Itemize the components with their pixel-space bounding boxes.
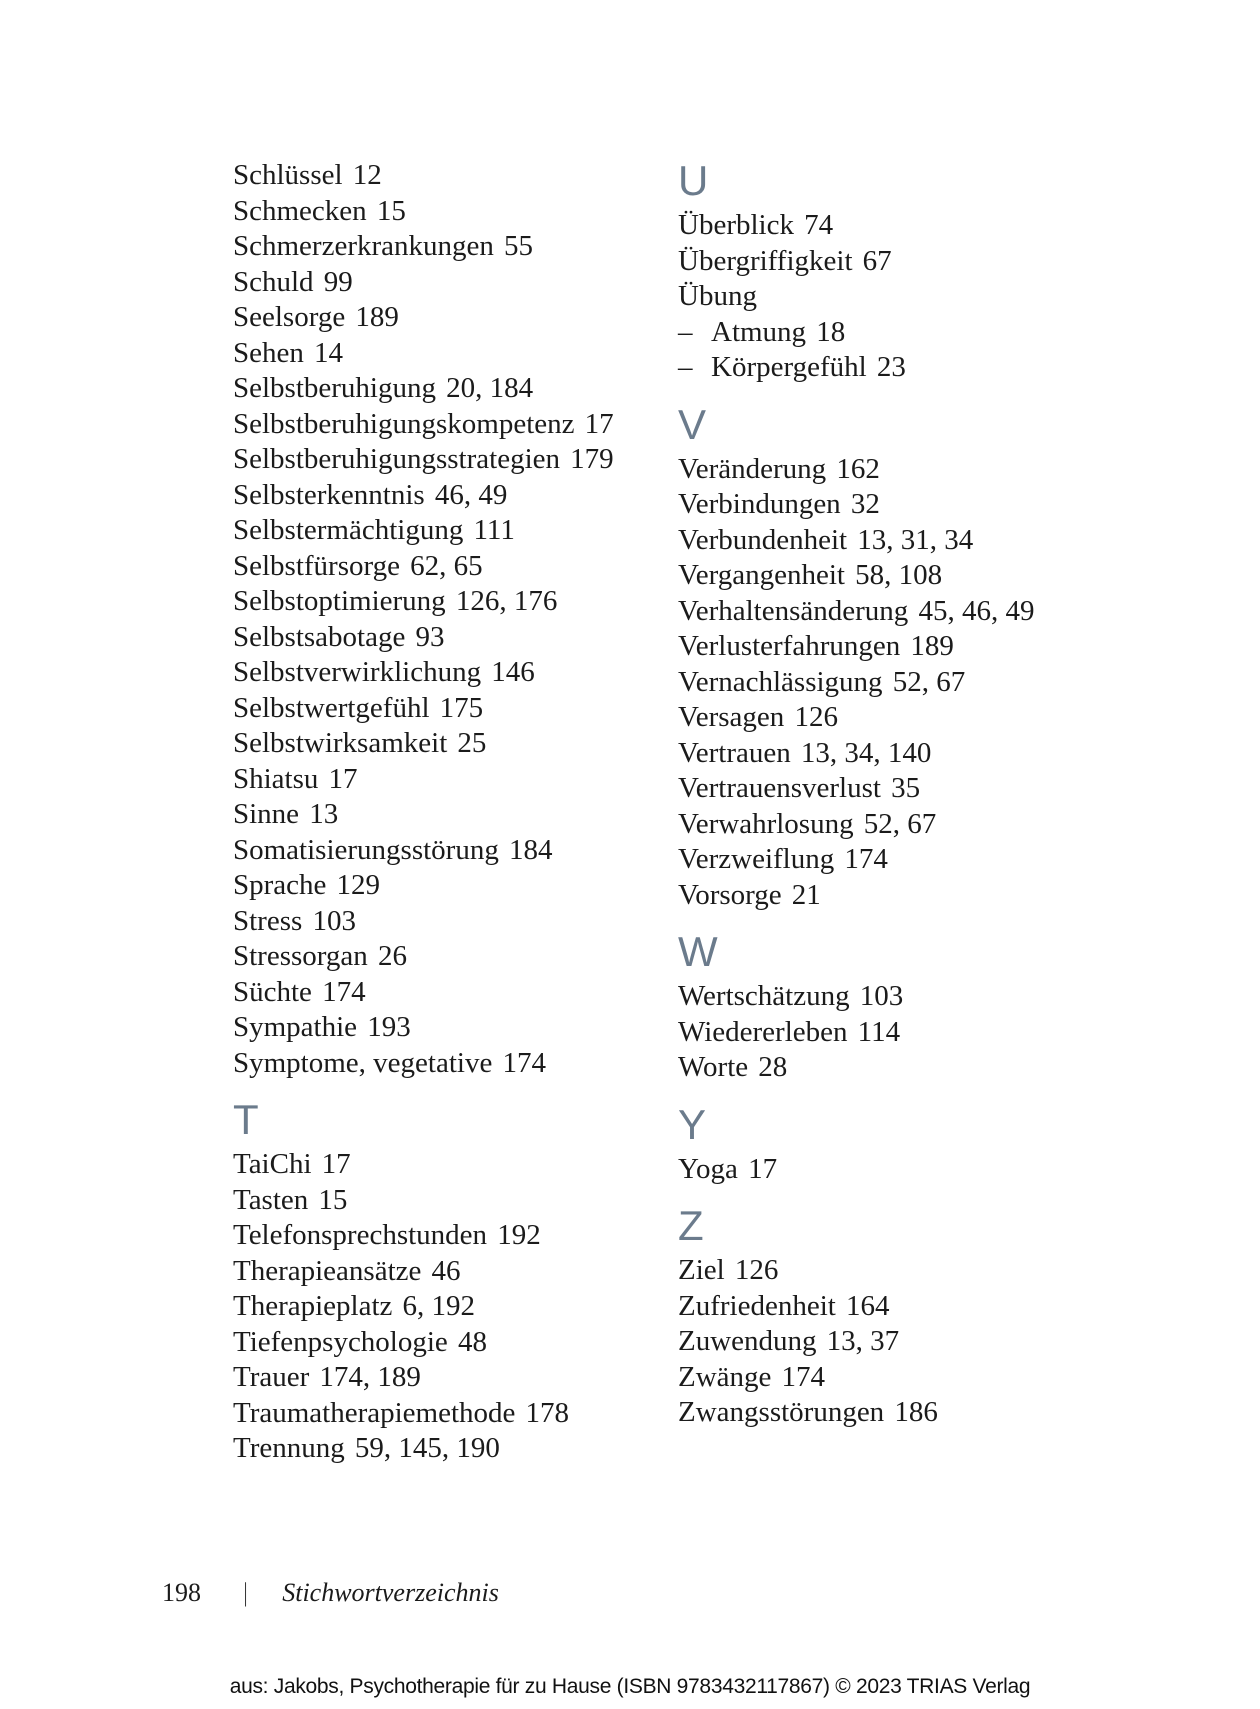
entry-term: Therapieansätze xyxy=(233,1254,422,1287)
entry-page-numbers: 129 xyxy=(336,869,381,901)
entry-list xyxy=(233,158,733,1081)
index-entry xyxy=(233,265,733,301)
index-entry xyxy=(678,1152,1178,1188)
entry-term: Wiedererleben xyxy=(678,1015,848,1048)
entry-list xyxy=(678,208,1178,386)
index-entry xyxy=(678,1324,1178,1360)
index-entry xyxy=(233,655,733,691)
entry-page-numbers: 192 xyxy=(497,1219,541,1251)
entry-page-numbers: 189 xyxy=(910,630,954,662)
entry-page-numbers: 18 xyxy=(816,315,846,348)
entry-page-numbers: 62, 65 xyxy=(410,549,483,582)
index-entry xyxy=(233,194,733,230)
index-section-continued xyxy=(233,158,733,1081)
index-entry xyxy=(233,833,733,869)
sub-entry-dash: – xyxy=(678,315,693,348)
entry-term: Selbstsabotage xyxy=(233,620,406,653)
entry-term: Seelsorge xyxy=(233,301,346,333)
footer-separator: | xyxy=(243,1578,248,1607)
entry-page-numbers: 193 xyxy=(367,1011,411,1043)
entry-term: Zuwendung xyxy=(678,1325,817,1357)
entry-page-numbers: 17 xyxy=(584,407,614,440)
index-entry xyxy=(678,487,1178,523)
entry-page-numbers: 12 xyxy=(352,159,382,191)
index-entry xyxy=(233,1218,733,1254)
entry-page-numbers: 146 xyxy=(491,656,535,688)
entry-page-numbers: 17 xyxy=(748,1152,778,1185)
entry-term: Vernachlässigung xyxy=(678,665,883,698)
index-entry xyxy=(678,279,1178,315)
entry-term: Somatisierungsstörung xyxy=(233,833,499,866)
entry-page-numbers: 179 xyxy=(570,443,614,475)
entry-page-numbers: 17 xyxy=(321,1148,351,1180)
index-entry xyxy=(233,1431,733,1467)
entry-term: Übung xyxy=(678,280,757,312)
entry-page-numbers: 114 xyxy=(857,1015,901,1048)
index-section-v xyxy=(678,402,1178,914)
index-entry xyxy=(233,797,733,833)
entry-page-numbers: 184 xyxy=(508,833,553,866)
entry-term: Ziel xyxy=(678,1254,725,1286)
section-letter: V xyxy=(678,400,707,448)
entry-page-numbers: 103 xyxy=(312,904,356,937)
entry-term: Selbstverwirklichung xyxy=(233,656,482,688)
entry-term: Selbstwertgefühl xyxy=(233,691,430,724)
index-subentry xyxy=(678,315,1178,351)
entry-page-numbers: 20, 184 xyxy=(446,372,534,404)
page-number: 198 xyxy=(162,1578,201,1607)
entry-page-numbers: 21 xyxy=(791,878,821,911)
entry-term: Schuld xyxy=(233,265,314,298)
index-entry xyxy=(678,1050,1178,1086)
entry-term: Zufriedenheit xyxy=(678,1289,836,1322)
entry-term: Selbstwirksamkeit xyxy=(233,727,448,759)
entry-page-numbers: 26 xyxy=(377,940,407,972)
entry-page-numbers: 74 xyxy=(804,209,834,241)
entry-term: Verhaltensänderung xyxy=(678,594,909,627)
entry-page-numbers: 126, 176 xyxy=(455,585,558,617)
footer-chapter-title: Stichwortverzeichnis xyxy=(282,1578,499,1607)
entry-page-numbers: 59, 145, 190 xyxy=(354,1432,500,1464)
entry-term: Verlusterfahrungen xyxy=(678,630,901,662)
entry-term: Atmung xyxy=(711,315,807,348)
entry-term: Verbindungen xyxy=(678,488,841,520)
index-entry xyxy=(233,336,733,372)
entry-term: Selbstfürsorge xyxy=(233,549,401,582)
entry-list xyxy=(678,1253,1178,1431)
copyright-line: aus: Jakobs, Psychotherapie für zu Hause (ISBN 9783432117867) © 2023 TRIAS Verlag xyxy=(229,1675,1031,1698)
entry-page-numbers: 174, 189 xyxy=(319,1361,421,1393)
entry-term: Selbstoptimierung xyxy=(233,585,446,617)
index-entry xyxy=(233,1254,733,1290)
entry-page-numbers: 25 xyxy=(457,727,487,759)
index-entry xyxy=(678,208,1178,244)
index-entry xyxy=(233,1289,733,1325)
entry-page-numbers: 175 xyxy=(439,691,484,724)
index-entry xyxy=(233,229,733,265)
entry-page-numbers: 174 xyxy=(322,975,366,1008)
index-entry xyxy=(678,594,1178,630)
entry-page-numbers: 126 xyxy=(734,1254,779,1286)
entry-term: Sprache xyxy=(233,869,327,901)
sub-entry-dash: – xyxy=(678,351,693,383)
index-entry xyxy=(678,771,1178,807)
entry-term: Schmecken xyxy=(233,194,367,227)
section-letter: W xyxy=(678,928,718,975)
entry-term: Yoga xyxy=(678,1152,738,1185)
entry-page-numbers: 48 xyxy=(457,1325,487,1358)
entry-term: Süchte xyxy=(233,975,312,1008)
entry-page-numbers: 45, 46, 49 xyxy=(918,594,1035,627)
entry-term: Worte xyxy=(678,1051,749,1083)
entry-term: Traumatherapiemethode xyxy=(233,1396,516,1429)
index-entry xyxy=(678,979,1178,1015)
index-entry xyxy=(678,842,1178,878)
entry-term: Übergriffigkeit xyxy=(678,244,853,277)
index-entry xyxy=(233,513,733,549)
entry-page-numbers: 99 xyxy=(323,265,353,298)
entry-term: Selbsterkenntnis xyxy=(233,478,425,511)
index-entry xyxy=(678,244,1178,280)
index-entry xyxy=(678,878,1178,914)
entry-term: Vergangenheit xyxy=(678,559,845,591)
index-entry xyxy=(678,452,1178,488)
index-entry xyxy=(678,558,1178,594)
entry-page-numbers: 15 xyxy=(318,1183,348,1216)
entry-term: Therapieplatz xyxy=(233,1290,393,1322)
index-subentry xyxy=(678,350,1178,386)
entry-term: Trennung xyxy=(233,1432,345,1464)
index-entry xyxy=(233,1360,733,1396)
entry-page-numbers: 13, 37 xyxy=(826,1325,900,1357)
index-entry xyxy=(233,1046,733,1082)
section-letter: U xyxy=(678,157,709,204)
entry-term: Shiatsu xyxy=(233,762,319,795)
entry-term: Telefonsprechstunden xyxy=(233,1219,488,1251)
entry-page-numbers: 52, 67 xyxy=(863,807,937,840)
entry-page-numbers: 174 xyxy=(502,1046,546,1079)
entry-page-numbers: 13 xyxy=(309,798,339,830)
entry-term: Sinne xyxy=(233,798,300,830)
index-column-left xyxy=(233,158,733,1467)
index-entry xyxy=(233,300,733,336)
index-entry xyxy=(233,975,733,1011)
index-entry xyxy=(233,1183,733,1219)
entry-term: Selbstermächtigung xyxy=(233,514,464,546)
index-entry xyxy=(233,1396,733,1432)
index-section-y xyxy=(678,1102,1178,1188)
entry-page-numbers: 14 xyxy=(314,336,344,369)
entry-term: Verwahrlosung xyxy=(678,807,854,840)
index-entry xyxy=(233,1325,733,1361)
index-entry xyxy=(233,762,733,798)
entry-list xyxy=(678,979,1178,1086)
index-entry xyxy=(233,407,733,443)
index-entry xyxy=(678,629,1178,665)
entry-page-numbers: 58, 108 xyxy=(855,559,943,591)
entry-page-numbers: 46, 49 xyxy=(434,478,508,511)
index-entry xyxy=(678,523,1178,559)
entry-term: Sehen xyxy=(233,336,304,369)
entry-term: Stressorgan xyxy=(233,940,368,972)
entry-list xyxy=(678,452,1178,914)
section-letter: Z xyxy=(678,1202,704,1249)
entry-term: Zwänge xyxy=(678,1360,772,1393)
entry-term: Zwangsstörungen xyxy=(678,1396,885,1428)
index-column-right xyxy=(678,158,1178,1431)
index-section-w xyxy=(678,929,1178,1086)
entry-term: Selbstberuhigungsstrategien xyxy=(233,443,561,475)
index-entry xyxy=(233,478,733,514)
index-entry xyxy=(233,691,733,727)
entry-term: Schmerzerkrankungen xyxy=(233,230,494,262)
entry-term: Überblick xyxy=(678,209,794,241)
index-entry xyxy=(678,736,1178,772)
index-entry xyxy=(233,620,733,656)
entry-term: Verzweiflung xyxy=(678,843,835,875)
index-entry xyxy=(233,442,733,478)
entry-term: Sympathie xyxy=(233,1011,358,1043)
entry-page-numbers: 93 xyxy=(415,620,445,653)
index-section-z xyxy=(678,1203,1178,1431)
entry-page-numbers: 46 xyxy=(431,1254,461,1287)
entry-page-numbers: 23 xyxy=(876,351,906,383)
entry-page-numbers: 162 xyxy=(836,452,880,485)
entry-term: Veränderung xyxy=(678,452,827,485)
entry-page-numbers: 189 xyxy=(355,301,399,333)
entry-page-numbers: 32 xyxy=(850,488,880,520)
entry-page-numbers: 174 xyxy=(844,843,888,875)
entry-page-numbers: 28 xyxy=(758,1051,788,1083)
entry-list xyxy=(678,1152,1178,1188)
entry-term: Schlüssel xyxy=(233,159,343,191)
entry-term: Symptome, vegetative xyxy=(233,1046,493,1079)
entry-term: Vertrauensverlust xyxy=(678,772,881,804)
index-entry xyxy=(233,584,733,620)
entry-list xyxy=(233,1147,733,1467)
entry-term: TaiChi xyxy=(233,1148,312,1180)
entry-page-numbers: 13, 34, 140 xyxy=(800,736,932,769)
index-section-u xyxy=(678,158,1178,386)
entry-page-numbers: 55 xyxy=(504,230,534,262)
entry-term: Trauer xyxy=(233,1361,310,1393)
index-entry xyxy=(678,1253,1178,1289)
entry-term: Tasten xyxy=(233,1183,309,1216)
entry-page-numbers: 6, 192 xyxy=(402,1290,476,1322)
index-entry xyxy=(678,807,1178,843)
entry-page-numbers: 103 xyxy=(859,980,904,1012)
entry-term: Stress xyxy=(233,904,303,937)
index-entry xyxy=(678,1395,1178,1431)
entry-page-numbers: 178 xyxy=(525,1396,570,1429)
entry-term: Körpergefühl xyxy=(711,351,867,383)
entry-term: Selbstberuhigungskompetenz xyxy=(233,407,575,440)
index-section-t xyxy=(233,1097,733,1467)
index-entry xyxy=(678,700,1178,736)
entry-term: Versagen xyxy=(678,701,785,733)
entry-term: Verbundenheit xyxy=(678,523,848,556)
index-entry xyxy=(233,1147,733,1183)
entry-term: Vorsorge xyxy=(678,878,782,911)
entry-page-numbers: 111 xyxy=(473,514,515,546)
index-entry xyxy=(233,549,733,585)
index-entry xyxy=(233,904,733,940)
entry-page-numbers: 35 xyxy=(891,772,921,804)
entry-page-numbers: 174 xyxy=(781,1360,826,1393)
index-entry xyxy=(233,726,733,762)
entry-term: Wertschätzung xyxy=(678,980,850,1012)
index-entry xyxy=(233,1010,733,1046)
entry-page-numbers: 52, 67 xyxy=(892,665,966,698)
index-entry xyxy=(678,1360,1178,1396)
index-entry xyxy=(233,371,733,407)
entry-term: Tiefenpsychologie xyxy=(233,1325,448,1358)
entry-page-numbers: 186 xyxy=(894,1396,938,1428)
entry-page-numbers: 126 xyxy=(794,701,838,733)
index-entry xyxy=(678,1289,1178,1325)
section-letter: Y xyxy=(678,1100,707,1148)
page-footer xyxy=(162,1578,499,1608)
index-entry xyxy=(678,665,1178,701)
index-entry xyxy=(678,1015,1178,1051)
entry-page-numbers: 17 xyxy=(328,762,358,795)
entry-page-numbers: 15 xyxy=(376,194,406,227)
entry-page-numbers: 164 xyxy=(845,1289,890,1322)
entry-term: Selbstberuhigung xyxy=(233,372,436,404)
entry-page-numbers: 67 xyxy=(862,244,892,277)
index-entry xyxy=(233,158,733,194)
entry-page-numbers: 13, 31, 34 xyxy=(857,523,974,556)
entry-term: Vertrauen xyxy=(678,736,791,769)
index-entry xyxy=(233,868,733,904)
index-entry xyxy=(233,939,733,975)
section-letter: T xyxy=(233,1096,259,1143)
